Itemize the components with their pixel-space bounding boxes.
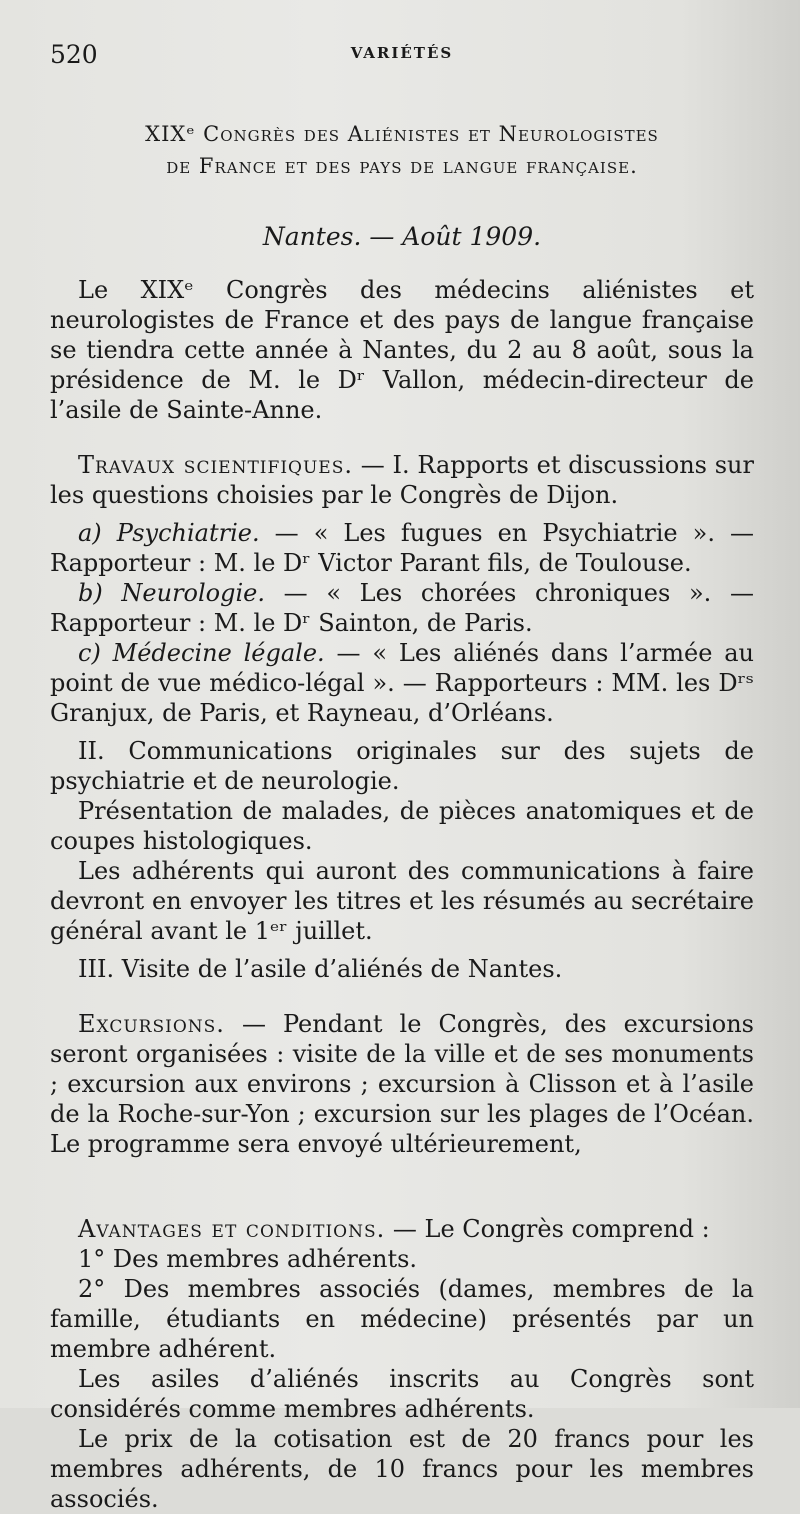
section-3: III. Visite de l’asile d’aliénés de Nantes. xyxy=(78,955,563,983)
meeting-place-date: Nantes. — Août 1909. xyxy=(262,222,542,251)
travaux-paragraph xyxy=(50,450,754,510)
item-a-letter: a) xyxy=(78,519,102,547)
avantages-label: Avantages et conditions. xyxy=(78,1215,386,1243)
item-medecine-legale xyxy=(50,638,754,728)
heading-line-2: de France et des pays de langue française. xyxy=(166,154,638,178)
item-a-topic: Psychiatrie. xyxy=(116,519,260,547)
excursions-text: — Pendant le Congrès, des excursions seront organisées : visite de la ville et de ses monuments ; excursion aux environs ; excursion à Clisson et à l’asile de la Roche-sur-Yon ; excursion sur les plages de l’Océan. Le programme sera envoyé ultérieurement, xyxy=(50,1010,754,1158)
item-c-topic: Médecine légale. xyxy=(112,639,325,667)
heading-line-1: XIXᵉ Congrès des Aliénistes et Neurologistes xyxy=(145,122,659,146)
intro-paragraph: Le XIXᵉ Congrès des médecins aliénistes et neurologistes de France et des pays de langue française se tiendra cette année à Nantes, du 2 au 8 août, sous la présidence de M. le Dʳ Vallon, médecin-directeur de l’asile de Sainte-Anne. xyxy=(50,276,754,424)
item-b-letter: b) xyxy=(78,579,103,607)
article-heading xyxy=(50,118,754,182)
avantages-text: — Le Congrès comprend : xyxy=(385,1215,710,1243)
avantages-paragraph xyxy=(50,1214,754,1244)
member-type-1: 1° Des membres adhérents. xyxy=(78,1245,418,1273)
excursions-paragraph xyxy=(50,1009,754,1159)
asiles-paragraph: Les asiles d’aliénés inscrits au Congrès sont considérés comme membres adhérents. xyxy=(50,1365,754,1423)
adherents-paragraph: Les adhérents qui auront des communications à faire devront en envoyer les titres et les résumés au secrétaire général avant le 1ᵉʳ juillet. xyxy=(50,857,754,945)
item-neurologie xyxy=(50,578,754,638)
travaux-text: — I. Rapports et discussions sur les questions choisies par le Congrès de Dijon. xyxy=(50,451,754,509)
item-c-text: — « Les aliénés dans l’armée au point de vue médico-légal ». — Rapporteurs : MM. les Dʳˢ Granjux, de Paris, et Rayneau, d’Orléans. xyxy=(50,639,755,727)
running-head xyxy=(50,0,754,69)
excursions-label: Excursions. xyxy=(78,1010,225,1038)
cotisation-paragraph: Le prix de la cotisation est de 20 francs pour les membres adhérents, de 10 francs pour les membres associés. xyxy=(50,1425,754,1513)
travaux-label: Travaux scientifiques. xyxy=(78,451,353,479)
page-number: 520 xyxy=(50,40,98,69)
item-a-text: — « Les fugues en Psychiatrie ». — Rapporteur : M. le Dʳ Victor Parant fils, de Toulouse. xyxy=(50,519,754,577)
presentation-paragraph: Présentation de malades, de pièces anatomiques et de coupes histologiques. xyxy=(50,797,754,855)
item-b-text: — « Les chorées chroniques ». — Rapporteur : M. le Dʳ Sainton, de Paris. xyxy=(50,579,754,637)
item-b-topic: Neurologie. xyxy=(121,579,265,607)
member-type-2: 2° Des membres associés (dames, membres de la famille, étudiants en médecine) présentés par un membre adhérent. xyxy=(50,1275,754,1363)
item-c-letter: c) xyxy=(78,639,101,667)
section-2: II. Communications originales sur des sujets de psychiatrie et de neurologie. xyxy=(50,737,754,795)
item-psychiatrie xyxy=(50,518,754,578)
running-title: VARIÉTÉS xyxy=(350,44,454,62)
